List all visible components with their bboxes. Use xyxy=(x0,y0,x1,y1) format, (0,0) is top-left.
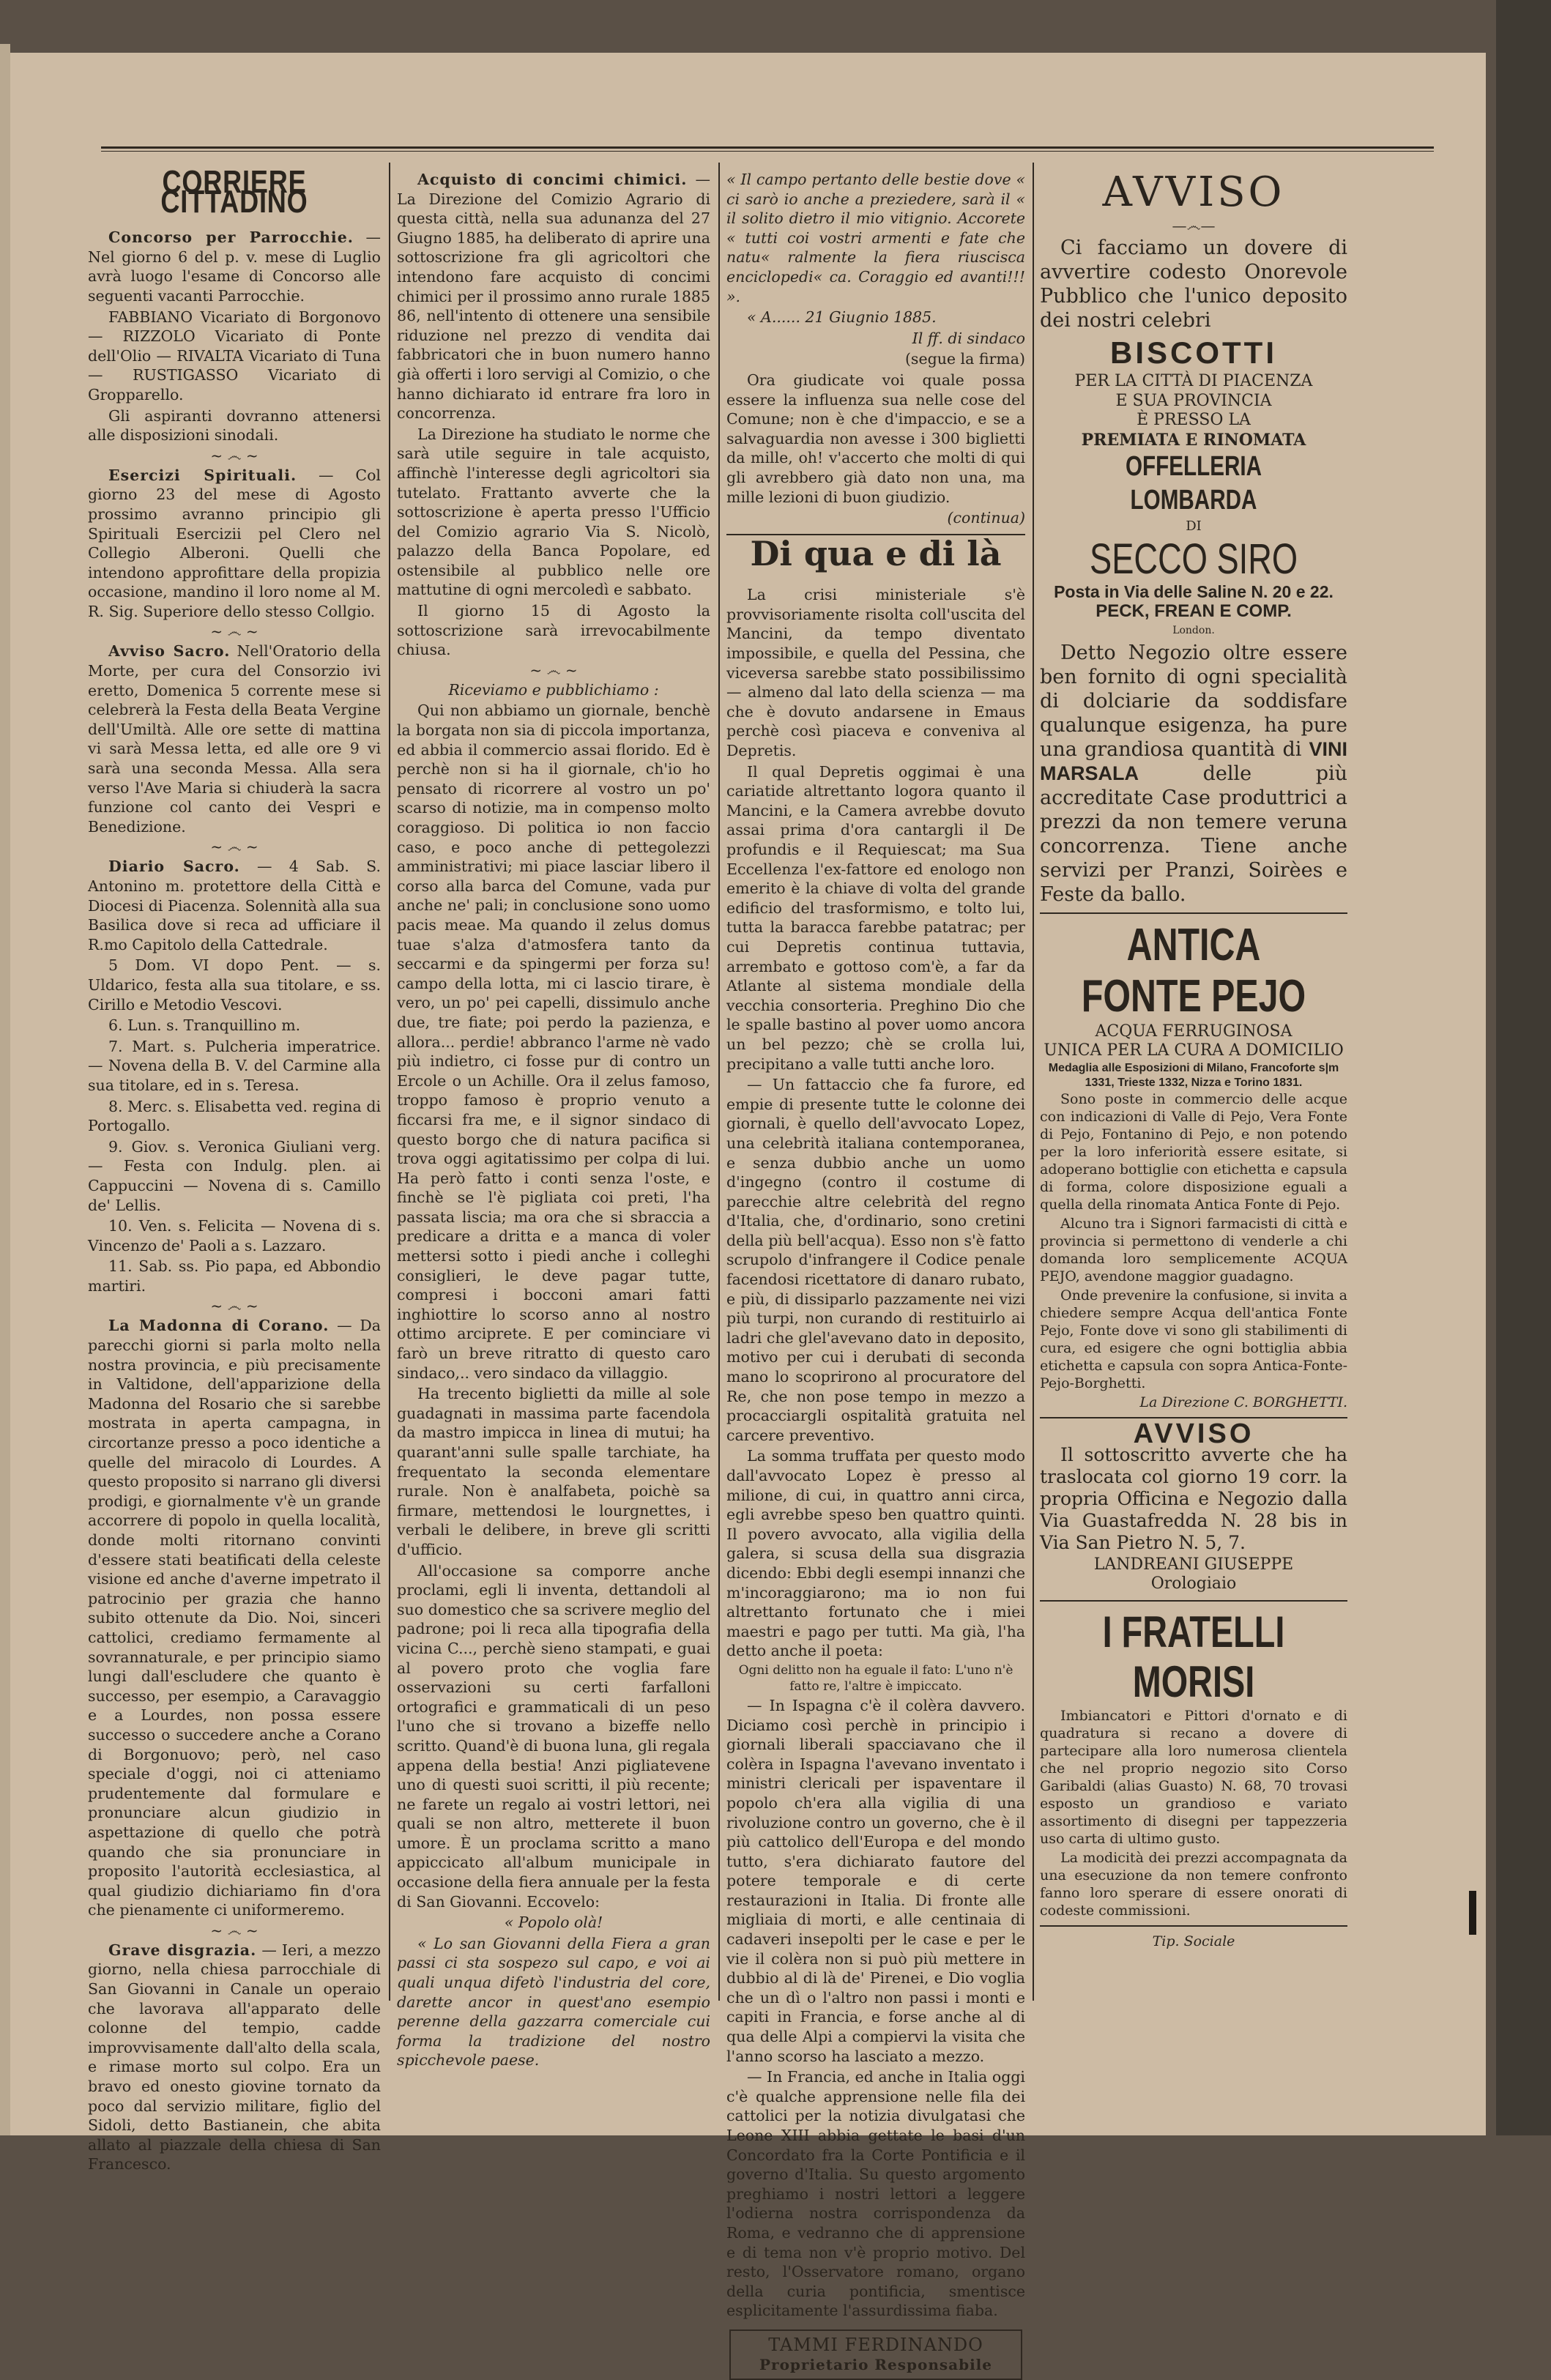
ad-divider xyxy=(1040,1925,1347,1927)
grave-article xyxy=(88,1941,381,2174)
morisi-paragraph: La modicità dei prezzi accompagnata da una esecuzione da non temere confronto fanno loro sperare di essere onorati di codeste commissioni. xyxy=(1040,1849,1347,1919)
madonna-heading: La Madonna di Corano. xyxy=(108,1317,330,1335)
offelleria-name: OFFELLERIA LOMBARDA xyxy=(1125,451,1262,516)
concorso-list: FABBIANO Vicariato di Borgonovo — RIZZOLO Vicariato di Ponte dell'Olio — RIVALTA Vicariato di Tuna — RUSTIGASSO Vicariato di Gropparello. xyxy=(88,308,381,404)
column-2 xyxy=(397,170,710,2070)
secco-siro-name: SECCO SIRO xyxy=(1089,535,1298,583)
avviso-sacro-body: Nell'Oratorio della Morte, per cura del Consorzio ivi eretto, Domenica 5 corrente mese si celebrerà la Festa della Beata Vergine dell'Umiltà. Alle ore sette di mattina vi sarà Messa letta, ed alle ore 9 vi sarà una seconda Messa. Alla sera verso l'Ave Maria si chiuderà la sacra funzione col canto dei Vespri e Benedizione. xyxy=(88,642,381,836)
madonna-article xyxy=(88,1316,381,1919)
pejo-line: ACQUA FERRUGINOSA xyxy=(1095,1022,1292,1041)
ornament: ~ ෴ ~ xyxy=(210,622,258,641)
book-binding xyxy=(1496,0,1551,2135)
esercizi-heading: Esercizi Spirituali. xyxy=(108,466,297,484)
pejo-paragraph: Sono poste in commercio delle acque con indicazioni di Valle di Pejo, Vera Fonte di Pejo, Fontanino di Pejo, e non potendo per la loro inferiorità essere esitate, si adoperano bottiglie con etichetta e capsula di forma, colore disposizione eguali a quella della rinomata Antica Fonte di Pejo. xyxy=(1040,1090,1347,1213)
dq-paragraph: La somma truffata per questo modo dall'avvocato Lopez è presso al milione, di cui, in quattro anni circa, egli avrebbe speso ben quattro quinti. Il povero avvocato, alla vigilia della galera, si scusa della sua disgrazia dicendo: Ebbi degli esempi innanzi che m'incoraggiarono; ma io non fui altrettanto fortunato che i miei maestri e pago per tutti. Ma già, l'ha detto anche il poeta: xyxy=(726,1447,1025,1660)
grave-body: — Ieri, a mezzo giorno, nella chiesa parrocchiale di San Giovanni in Canale un operaio che lavorava all'apparato delle colonne del tempio, cadde improvvisamente dall'alto della scala, e rimase morto sul colpo. Era un bravo ed onesto giovine tornato da poco dal servizio militare, figlio del Sidoli, detto Bastianein, che abita allato al piazzale della chiesa di San Francesco. xyxy=(88,1941,381,2173)
madonna-body: — Da parecchi giorni si parla molto nella nostra provincia, e più precisamente in Valtidone, dell'apparizione della Madonna del Rosario che si sarebbe mostrata in aperta campagna, in circortanze presso a poco identiche a quelle del miracolo di Lourdes. A questo proposito si narrano gli diversi prodigi, e giornalmente v'è un grande accorrere di popolo in quella località, donde molti ritornano convinti d'essere stati beatificati della celeste visione ed anche d'averne impetrato il patrocinio per grazia che hanno subito ottenute da Dio. Noi, sinceri cattolici, crediamo fermamente al sovrannaturale, e per principio siamo lungi dall'escludere che quanto è successo, per esempio, a Caravaggio e a Lourdes, non possa essere successo o succedere anche a Corano di Borgonuovo; però, nel caso speciale d'oggi, noi ci atteniamo prudentemente dal formulare e pronunciare alcun giudizio in aspettazione di quello che potrà quando che sia pronunciare in proposito l'autorità ecclesiastica, al qual giudizio dichiariamo fin d'ora che pienamente ci uniformeremo. xyxy=(88,1317,381,1919)
biscotti-line: PER LA CITTÀ DI PIACENZA xyxy=(1074,372,1313,390)
pejo-medals: Medaglia alle Esposizioni di Milano, Francoforte s|m 1331, Trieste 1332, Nizza e Torino 1831. xyxy=(1048,1061,1339,1089)
diario-item: 6. Lun. s. Tranquillino m. xyxy=(108,1016,301,1035)
proclama-signature-note: (segue la firma) xyxy=(904,350,1025,368)
esercizi-body: — Col giorno 23 del mese di Agosto prossimo avranno principio gli Spirituali Esercizii pel Clero nel Collegio Alberoni. Quelli che intendono approfittare della propizia occasione, mandino il loro nome al M. R. Sig. Superiore dello stesso Collgio. xyxy=(88,466,381,620)
dq-paragraph: Il qual Depretis oggimai è una cariatide altrettanto logora quanto il Mancini, e la Camera avrebbe dovuto assai prima d'ora cantargli il De profundis e il Requiescat; ma Sua Eccellenza l'ex-fattore ed enologo non emerito è la chiave di volta del grande edificio del trasformismo, e tolto lui, tutta la baracca farebbe patatrac; per cui Depretis continua tuttavia, arrembato e gottoso com'è, a far da Atlante al sistema mondiale della vecchia consorteria. Preghino Dio che le spalle bastino al pover uomo ancora un bel pezzo; chè se crolla lui, precipitano a valle tutti anche loro. xyxy=(726,762,1025,1073)
riceviamo-heading: Riceviamo e pubblichiamo : xyxy=(448,680,659,699)
landreani-name: LANDREANI GIUSEPPE xyxy=(1093,1555,1294,1574)
footer-box xyxy=(729,2329,1022,2380)
letter-paragraph: All'occasione sa comporre anche proclami, egli li inventa, dettandoli al suo domestico che sa scrivere meglio del padrone; poi li reca alla tipografia della vicina C..., perchè sieno stampati, e guai al povero proto che voglia fare osservazioni su certi farfalloni ortografici e grammaticali di un peso l'uno che si trovano a bizeffe nello scritto. Quand'è di buona luna, gli regala appena della bestia! Anzi pigliatevene uno di questi suoi scritti, il più recente; ne farete un regalo ai vostri lettori, nei quali se non altro, metterete il buon umore. È un proclama scritto a mano appiccicato all'album municipale in occasione della fiera annuale per la festa di San Giovanni. Eccovelo: xyxy=(397,1561,710,1911)
grave-heading: Grave disgrazia. xyxy=(108,1941,257,1959)
dq-paragraph: — Un fattaccio che fa furore, ed empie di presente tutte le colonne dei giornali, è quello dell'avvocato Lopez, una celebrità italiana contemporanea, e senza dubbio anche un uomo d'ingegno (contro il costume di parecchie altre celebrità del regno d'Italia, che, d'ordinario, sono cretini della più bell'acqua). Esso non s'è fatto scrupolo d'infrangere il Codice penale facendosi ricettatore di danaro rubato, e più, di dissiparlo pazzamente nei vizi più turpi, non curando di restituirlo ai ladri che glel'avevano dato in deposito, motivo per cui i derubati di seconda mano lo scoprirono al procuratore del Re, che non pose tempo in mezzo a procacciargli ospitalità gratuita nel carcere preventivo. xyxy=(726,1076,1025,1444)
concorso-body: — Nel giorno 6 del p. v. mese di Luglio avrà luogo l'esame di Concorso alle seguenti vacanti Parrocchie. xyxy=(88,228,381,305)
concorso-heading: Concorso per Parrocchie. xyxy=(108,228,354,247)
diario-body: — 4 Sab. S. Antonino m. protettore della Città e Diocesi di Piacenza. Solennità alla sua Basilica dove si reca ad ufficiare il R.mo Capitolo della Cattedrale. xyxy=(88,858,381,953)
ad-divider xyxy=(1040,1600,1347,1602)
posta-address: Posta in Via delle Saline N. 20 e 22. xyxy=(1054,581,1334,601)
pejo-paragraph: Onde prevenire la confusione, si invita a chiedere sempre Acqua dell'antica Fonte Pejo, Fonte dove vi sono gli stabilimenti di cura, ed esigere che ogni bottiglia abbia etichetta e capsula con sopra Antica-Fonte-Pejo-Borghetti. xyxy=(1040,1287,1347,1391)
acquisto-article xyxy=(397,170,710,423)
concorso-note: Gli aspiranti dovranno attenersi alle disposizioni sinodali. xyxy=(88,406,381,445)
di-label: DI xyxy=(1186,518,1202,535)
ornament: ~ ෴ ~ xyxy=(210,838,258,856)
pejo-line: UNICA PER LA CURA A DOMICILIO xyxy=(1044,1041,1344,1060)
acquisto-paragraph: Il giorno 15 di Agosto la sottoscrizione sarà irrevocabilmente chiusa. xyxy=(397,602,710,659)
morisi-title: I FRATELLI MORISI xyxy=(1102,1607,1285,1706)
diario-item: 9. Giov. s. Veronica Giuliani verg. — Festa con Indulg. plen. ai Cappuccini — Novena di s. Camillo de' Lellis. xyxy=(88,1137,381,1214)
avviso-2-text: Il sottoscritto avverte che ha traslocata col giorno 19 corr. la propria Officina e Negozio dalla Via Guastafredda N. 28 bis in Via San Pietro N. 5, 7. xyxy=(1040,1443,1347,1553)
column-3 xyxy=(726,170,1025,2373)
diario-heading: Diario Sacro. xyxy=(108,858,240,876)
biscotti-line: E SUA PROVINCIA xyxy=(1115,391,1272,410)
acquisto-body: — La Direzione del Comizio Agrario di questa città, nella sua adunanza del 27 Giugno 1885, ha deliberato di aprire una sottoscrizione fra gli agricoltori che intendono fare acquisto di concimi chimici per il prossimo anno rurale 1885 86, nell'intento di ottenere una sensibile riduzione nel prezzo di vendita dai fabbricatori che in buon numero hanno già offerti i loro servigi al Comizio, o che hanno dichiarato id entrare fra loro in concorrenza. xyxy=(397,171,710,423)
diario-article xyxy=(88,857,381,954)
avviso-1-text: Ci facciamo un dovere di avvertire codesto Onorevole Pubblico che l'unico deposito dei nostri celebri xyxy=(1040,237,1347,332)
proclama-continuation: « Il campo pertanto delle bestie dove « ci sarò io anche a preziedere, sarà il « il solito dietro il mio vitignio. Accorete « tutti coi vostri armenti e fate che natu« ralmente la fiera riuscisca enciclopedi« ca. Coraggio ed avanti!!! ». xyxy=(726,171,1025,305)
ornament: ~ ෴ ~ xyxy=(210,1297,258,1315)
ornament: ~ ෴ ~ xyxy=(210,1921,258,1939)
ornament: —෴— xyxy=(1172,217,1216,234)
closing-paragraph: Ora giudicate voi quale possa essere la influenza sua nelle cose del Comune; non è che d'impaccio, e se a salvaguardia non avesse i 300 biglietti da mille, oh! v'accerto che molti di qui gli avrebbero già dato non una, ma mille lezioni di buon giudizio. xyxy=(726,371,1025,506)
biscotti-line: È PRESSO LA xyxy=(1137,411,1251,430)
avviso-sacro-article xyxy=(88,642,381,836)
dq-paragraph: — In Ispagna c'è il colèra davvero. Diciamo così perchè in principio i giornali liberali spacciavano che il colèra in Ispagna l'avevano inventato i ministri clericali per ispaventare il popolo ch'era alla vigilia di una rivoluzione contro un governo, che è il più cattolico dell'Europa e del mondo tutto, s'era dichiarato fautore del potere temporale e di certe restaurazioni in Italia. Di fronte alle migliaia di morti, e alle centinaia di cadaveri insepolti per le case e per le vie il colèra non si può più mettere in dubbio al di là de' Pirenei, e Dio voglia che un dì o l'altro non passi i monti e capiti in Francia, e forse anche al di qua delle Alpi a compiervi la visita che l'anno scorso ha lasciato a mezzo. xyxy=(726,1696,1025,2065)
esercizi-article xyxy=(88,466,381,622)
dq-paragraph: La crisi ministeriale s'è provvisoriamente risolta coll'uscita del Mancini, da tempo diventato impossibile, e quella del Pessina, che viceversa sarebbe stato possibilissimo — almeno dal lato della scienza — ma che è dovuto andarsene in Emaus perchè così piaceva e conveniva al Depretis. xyxy=(726,586,1025,760)
diario-item: 8. Merc. s. Elisabetta ved. regina di Portogallo. xyxy=(88,1097,381,1135)
page-edge xyxy=(0,44,10,2135)
orologiaio-label: Orologiaio xyxy=(1150,1574,1237,1594)
column-4-ads xyxy=(1040,170,1347,2015)
diario-item: 5 Dom. VI dopo Pent. — s. Uldarico, festa alla sua titolare, e ss. Cirillo e Metodio Vescovi. xyxy=(88,956,381,1014)
morisi-paragraph: Imbiancatori e Pittori d'ornato e di quadratura si recano a dovere di partecipare alla loro numerosa clientela che nel proprio negozio sito Corso Garibaldi (alias Guasto) N. 68, 70 trovasi esposto un grandioso e variato assortimento di disegni per tappezzeria uso carta di ultimo gusto. xyxy=(1040,1707,1347,1847)
concorso-article xyxy=(88,228,381,305)
page-clip-mark xyxy=(1469,1891,1476,1935)
negozio-text: Detto Negozio oltre essere ben fornito di ogni specialità di dolciarie da soddisfare qualunque esigenza, ha pure una grandiosa quantità di VINI MARSALA delle più accreditate Case produttrici a prezzi da non temere veruna concorrenza. Tiene anche servizi per Pranzi, Soirèes e Feste da ballo. xyxy=(1040,641,1347,906)
ad-divider xyxy=(1040,912,1347,914)
continua-label: (continua) xyxy=(947,509,1025,527)
di-qua-title: Di qua e di là xyxy=(750,533,1002,573)
column-divider-3 xyxy=(1033,163,1034,2001)
acquisto-heading: Acquisto di concimi chimici. xyxy=(417,171,688,188)
ornament: ~ ෴ ~ xyxy=(210,446,258,464)
column-divider-2 xyxy=(718,163,720,2001)
footer-name: TAMMI FERDINANDO xyxy=(768,2334,983,2355)
diario-item: 7. Mart. s. Pulcheria imperatrice. — Novena della B. V. del Carmine alla sua titolare, ed in s. Teresa. xyxy=(88,1037,381,1094)
proclama-paragraph: « Lo san Giovanni della Fiera a gran passi ci sta sospezo sul capo, e voi ai quali unqua difetò l'industria del core, darette ancor in quest'ano esempio perenne della gazzarra comerciale cui forma la tradizione del nostro spicchevole paese. xyxy=(397,1934,710,2070)
ornament: ~ ෴ ~ xyxy=(529,661,578,679)
footer-role: Proprietario Responsabile xyxy=(759,2355,992,2373)
avviso-2-title: AVVISO xyxy=(1133,1418,1254,1449)
letter-paragraph: Qui non abbiamo un giornale, benchè la borgata non sia di piccola importanza, ed abbia il commercio assai florido. Ed è perchè non si ha il giornale, ch'io ho pensato di ricorrere al vostro un po' scarso di notizie, ma in compenso molto coraggioso. Di politica io non faccio caso, e poco anche di pettegolezzi amministrativi; mi piace lasciar libero il corso alla barca del Comune, vada pur anche ne' pali; in conclusione sono uomo pacis meae. Ma quando il zelus domus tuae s'alza d'atmosfera tanto da seccarmi e da spingermi per forza su! campo della lotta, mi ci lascio tirare, è vero, un po' pei capelli, dissimulo anche due, tre fiate; poi perdo la pazienza, e allora... perdie! abbranco l'arme nè vado più indietro, ci fosse pur di contro un Ercole o un Achille. Ora il zelus famoso, troppo famoso è proprio venuto a ficcarsi fra me, e il signor sindaco di questo borgo che di natura pacifica si trova oggi agitatissimo per colpa di lui. Ha però fatto i conti senza l'oste, e finchè se l'è pigliata coi preti, l'ha passata liscia; ma ora che si sbraccia a predicare a dritta e a manca di voler mettersi sotto i piedi anche i colleghi consiglieri, le deve pagar tutte, compresi i bocconi amari fatti inghiottire lo scorso anno al nostro ottimo arciprete. E per cominciare vi farò un breve ritratto di questo caro sindaco,.. vero sindaco da villaggio. xyxy=(397,702,710,1382)
tip-sociale: Tip. Sociale xyxy=(1152,1933,1235,1949)
letter-paragraph: Ha trecento biglietti da mille al sole guadagnati in massima parte facendola da mastro impicca in linea di mutui; ha quarant'anni sulle spalle tarchiate, ha frequentato la seconda elementare rurale. Non è analfabeta, poichè sa firmare, mettendosi le lourgnettes, i verbali le delibere, in breve gli scritti d'ufficio. xyxy=(397,1385,710,1558)
peck-frean-label: PECK, FREAN E COMP. xyxy=(1096,600,1292,621)
pejo-paragraph: Alcuno tra i Signori farmacisti di città e provincia si permettono di venderle a chi domanda loro semplicemente ACQUA PEJO, avendone maggior guadagno. xyxy=(1040,1215,1347,1284)
column-divider-1 xyxy=(389,163,390,2001)
proclama-line: « Popolo olà! xyxy=(504,1914,603,1932)
diario-item: 11. Sab. ss. Pio papa, ed Abbondio martiri. xyxy=(88,1257,381,1295)
proclama-date: « A...... 21 Giugnio 1885. xyxy=(747,308,937,327)
diario-item: 10. Ven. s. Felicita — Novena di s. Vincenzo de' Paoli a s. Lazzaro. xyxy=(88,1217,381,1254)
london-label: London. xyxy=(1172,625,1215,637)
newspaper-page xyxy=(10,53,1486,2373)
corriere-cittadino-title: CORRIERE CITTADINO xyxy=(160,164,308,220)
pejo-signature: La Direzione C. BORGHETTI. xyxy=(1139,1394,1347,1410)
pejo-title: ANTICA FONTE PEJO xyxy=(1081,919,1306,1022)
dq-paragraph: — In Francia, ed anche in Italia oggi c'è qualche apprensione nelle fila dei cattolici per la notizia divulgatasi che Leone XIII abbia gettate le basi d'un Concordato fra la Corte Pontificia e il governo d'Italia. Su questo argomento preghiamo i nostri lettori a leggere l'odierna nostra corrispondenza da Roma, e vedranno che di apprensione e di tema non v'è proprio motivo. Del resto, l'Osservatore romano, organo della curia pontificia, smentisce esplicitamente l'assurdissima fiaba. xyxy=(726,2068,1025,2320)
biscotti-label: BISCOTTI xyxy=(1110,335,1277,370)
acquisto-paragraph: La Direzione ha studiato le norme che sarà utile seguire in tale acquisto, affinchè l'interesse degli agricoltori sia tutelato. Frattanto avverte che la sottoscrizione è aperta presso l'Ufficio del Comizio agrario Via S. Nicolò, palazzo della Banca Popolare, ed ostensibile al pubblico nelle ore mattutine di ogni mercoledì e sabbato. xyxy=(397,425,710,599)
top-rule xyxy=(101,146,1434,149)
proclama-signature: Il ff. di sindaco xyxy=(912,329,1025,347)
biscotti-line: PREMIATA E RINOMATA xyxy=(1081,430,1306,450)
top-rule-thin xyxy=(101,151,1434,152)
avviso-1-title: AVVISO xyxy=(1102,168,1285,216)
column-1 xyxy=(88,164,381,2173)
dq-verse: Ogni delitto non ha eguale il fato: L'uno n'è fatto re, l'altre è impiccato. xyxy=(738,1662,1013,1694)
avviso-sacro-heading: Avviso Sacro. xyxy=(108,642,231,661)
